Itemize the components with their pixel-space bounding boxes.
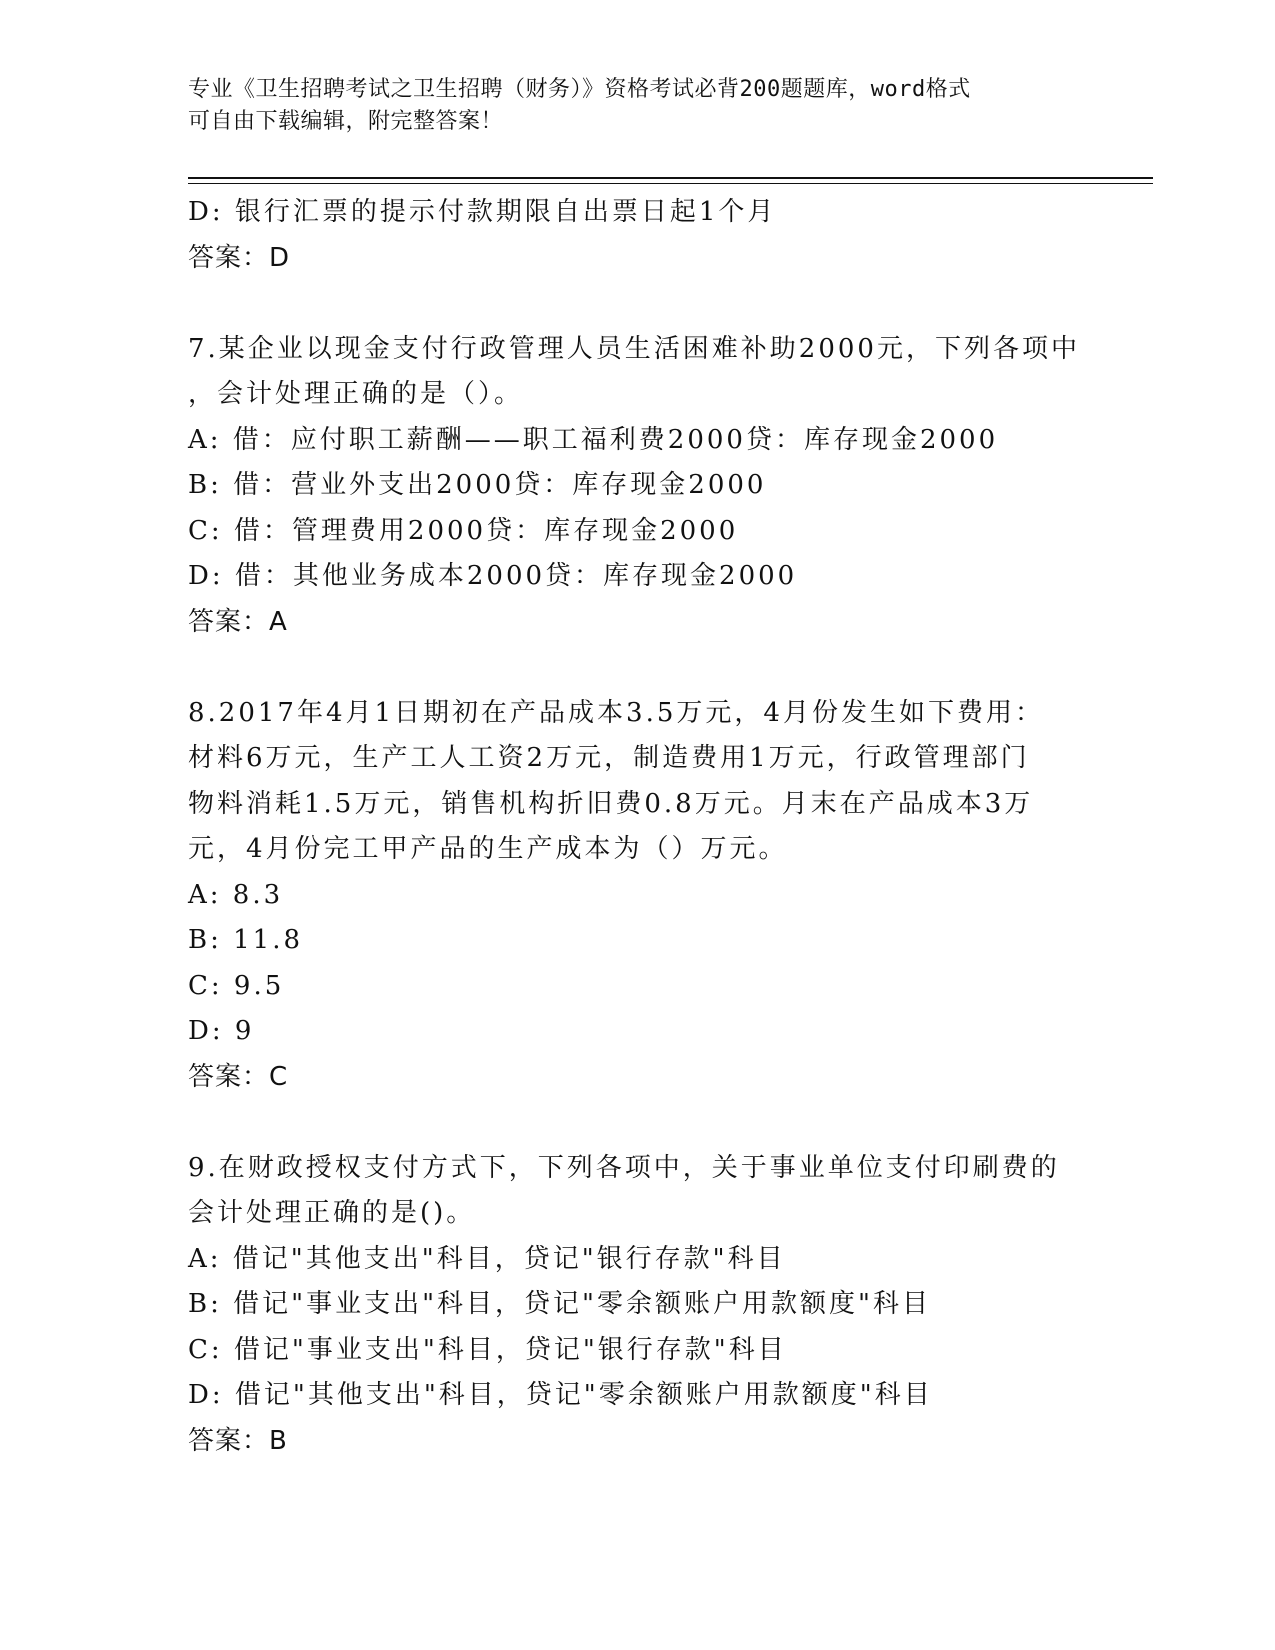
question-stem: 会计处理正确的是()。 bbox=[188, 1198, 476, 1228]
answer-line: 答案：D bbox=[188, 242, 291, 273]
option-b: B: 借：营业外支出2000贷：库存现金2000 bbox=[188, 470, 767, 500]
option-c: C: 借记"事业支出"科目，贷记"银行存款"科目 bbox=[188, 1334, 787, 1365]
option-d: D: 借记"其他支出"科目，贷记"零余额账户用款额度"科目 bbox=[188, 1380, 933, 1410]
header-divider-thin bbox=[188, 183, 1153, 184]
header-title-line-2: 可自由下载编辑，附完整答案！ bbox=[188, 109, 504, 134]
header-title-line-1: 专业《卫生招聘考试之卫生招聘（财务）》资格考试必背200题题库，word格式 bbox=[188, 77, 971, 102]
question-stem: ，会计处理正确的是（）。 bbox=[188, 379, 524, 409]
question-stem: 物料消耗1.5万元，销售机构折旧费0.8万元。月末在产品成本3万 bbox=[188, 788, 1034, 819]
option-c: C: 借：管理费用2000贷：库存现金2000 bbox=[188, 515, 739, 546]
question-7 bbox=[188, 327, 1088, 646]
question-8 bbox=[188, 691, 1088, 1101]
question-stem: 8.2017年4月1日期初在产品成本3.5万元，4月份发生如下费用： bbox=[188, 697, 1044, 728]
option-a: A: 借记"其他支出"科目，贷记"银行存款"科目 bbox=[188, 1243, 786, 1274]
option-a: A: 借：应付职工薪酬——职工福利费2000贷：库存现金2000 bbox=[188, 424, 999, 455]
spacer bbox=[188, 281, 1088, 327]
answer-line: 答案：A bbox=[188, 606, 288, 637]
question-stem: 材料6万元，生产工人工资2万元，制造费用1万元，行政管理部门 bbox=[188, 743, 1030, 773]
spacer bbox=[188, 1100, 1088, 1146]
answer-line: 答案：C bbox=[188, 1061, 289, 1092]
spacer bbox=[188, 645, 1088, 691]
question-stem: 7.某企业以现金支付行政管理人员生活困难补助2000元，下列各项中 bbox=[188, 333, 1080, 364]
page-header bbox=[188, 74, 1068, 138]
option-c: C: 9.5 bbox=[188, 970, 285, 1001]
question-stem: 元，4月份完工甲产品的生产成本为（）万元。 bbox=[188, 834, 788, 864]
option-d: D: 银行汇票的提示付款期限自出票日起1个月 bbox=[188, 197, 777, 227]
option-d: D: 借：其他业务成本2000贷：库存现金2000 bbox=[188, 561, 798, 591]
header-divider-thick bbox=[188, 177, 1153, 179]
document-body bbox=[188, 190, 1088, 1464]
option-d: D: 9 bbox=[188, 1016, 255, 1046]
question-6-tail bbox=[188, 190, 1088, 281]
option-a: A: 8.3 bbox=[188, 879, 284, 910]
option-b: B: 11.8 bbox=[188, 925, 304, 955]
question-9 bbox=[188, 1146, 1088, 1465]
option-b: B: 借记"事业支出"科目，贷记"零余额账户用款额度"科目 bbox=[188, 1289, 931, 1319]
question-stem: 9.在财政授权支付方式下，下列各项中，关于事业单位支付印刷费的 bbox=[188, 1152, 1060, 1183]
answer-line: 答案：B bbox=[188, 1425, 288, 1456]
